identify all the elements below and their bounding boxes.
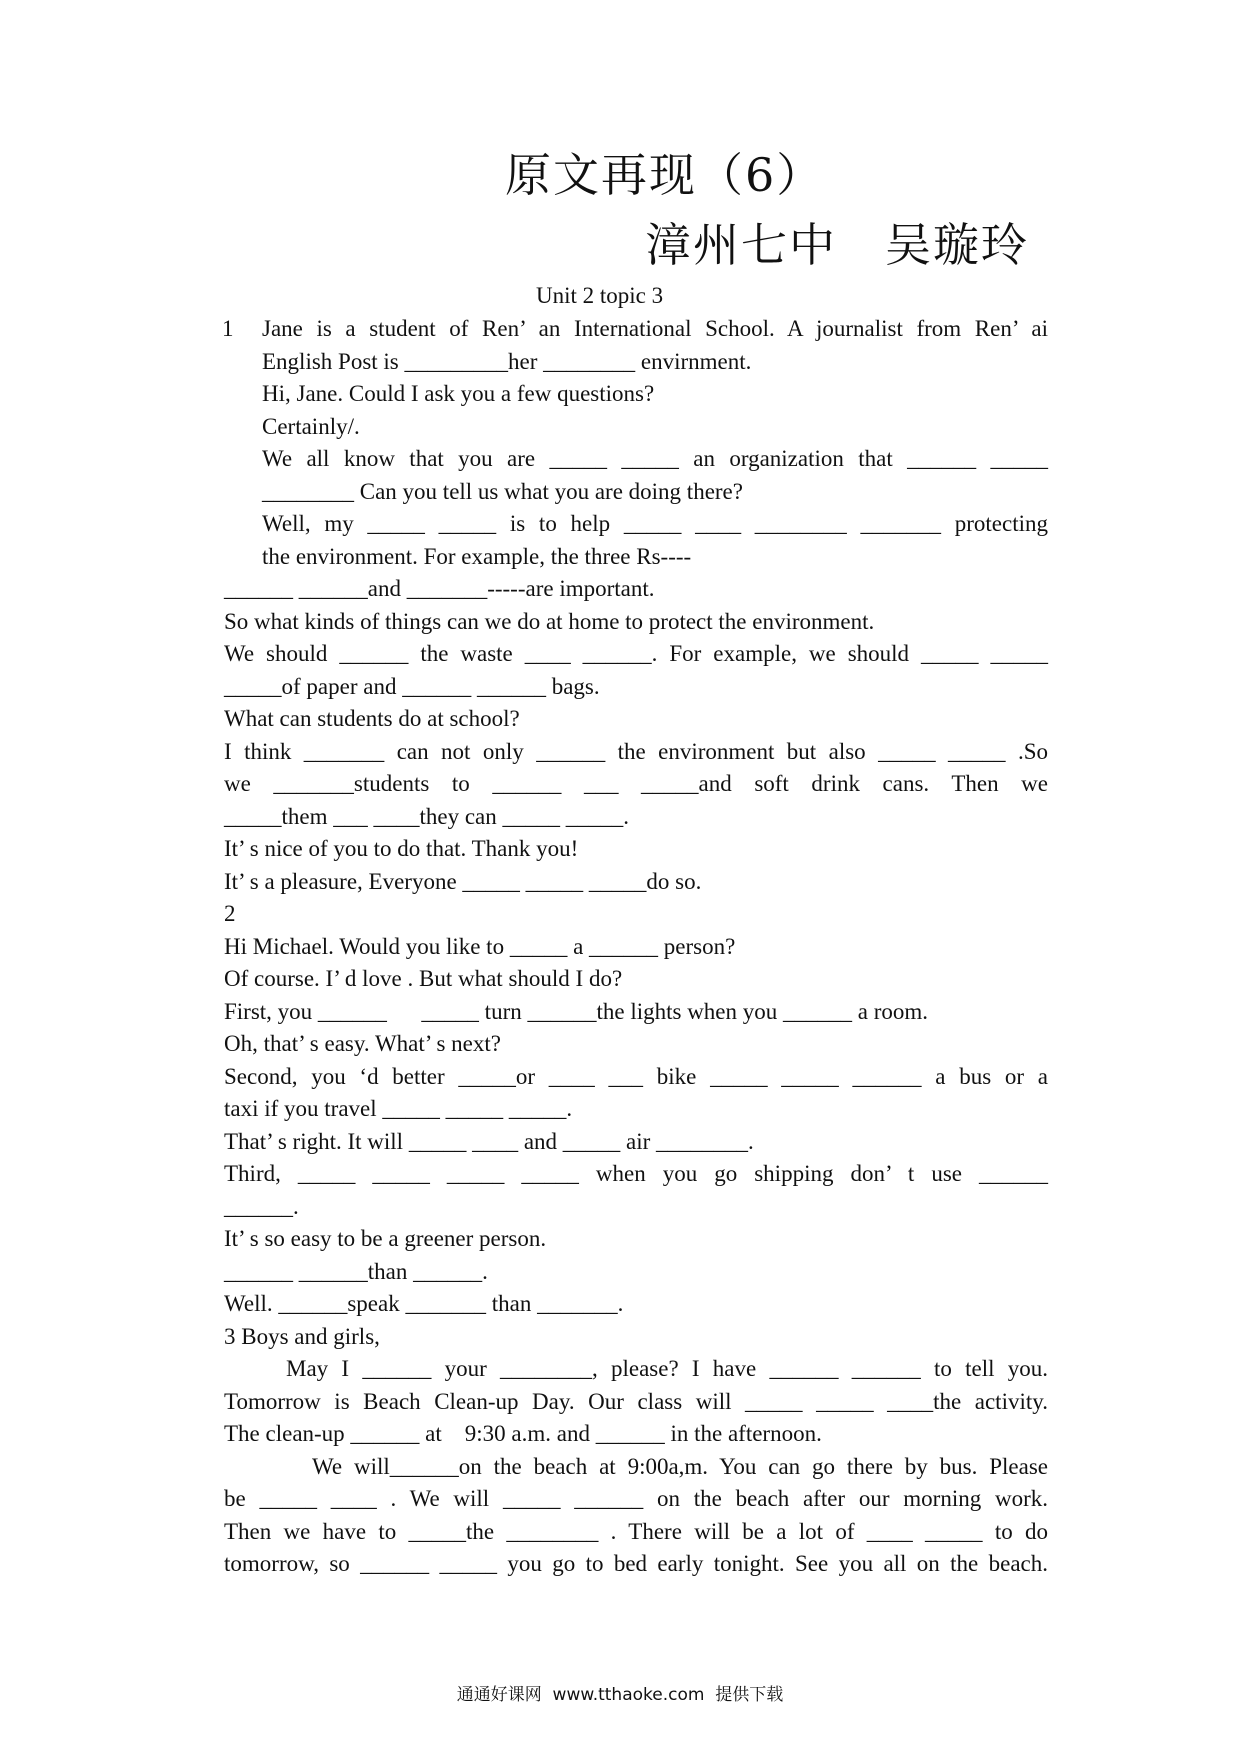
section1-line: the environment. For example, the three Rs---- — [262, 543, 692, 569]
section2-number: 2 — [224, 901, 236, 926]
author-line: 漳州七中 吴璇玲 — [645, 218, 1029, 272]
section1-line: Well, my _____ _____ is to help _____ ____ ________ _______ protecting — [262, 511, 1048, 536]
section2-line: Of course. I’ d love . But what should I do? — [224, 966, 623, 991]
section3-line: be _____ ____ . We will _____ ______ on the beach after our morning work. — [224, 1486, 1048, 1511]
section3-heading: 3 Boys and girls, — [224, 1323, 380, 1349]
section3-line: tomorrow, so ______ _____ you go to bed early tonight. See you all on the beach. — [224, 1551, 1048, 1576]
section1-line: Hi, Jane. Could I ask you a few questions? — [262, 381, 655, 406]
section1-line: Certainly/. — [262, 413, 360, 439]
section2-line: First, you ______ _____ turn ______the lights when you ______ a room. — [224, 998, 929, 1024]
section1-line: I think _______ can not only ______ the environment but also _____ _____ .So — [224, 738, 1048, 764]
section1-line: we _______students to ______ ___ _____and soft drink cans. Then we — [224, 771, 1048, 796]
section2-line: ______. — [224, 1193, 299, 1219]
section1-number: 1 — [222, 316, 234, 341]
section3-line: Then we have to _____the ________ . There will be a lot of ____ _____ to do — [224, 1518, 1048, 1544]
section1-line: _____them ___ ____they can _____ _____. — [224, 803, 630, 829]
section1-line: We all know that you are _____ _____ an organization that ______ _____ — [262, 446, 1048, 471]
section1-line: ______ ______and _______-----are important. — [224, 576, 655, 601]
section2-line: ______ ______than ______. — [224, 1258, 488, 1284]
section1-line: It’ s a pleasure, Everyone _____ _____ _____do so. — [224, 868, 702, 894]
section2-line: Hi Michael. Would you like to _____ a ______ person? — [224, 933, 736, 959]
worksheet-body — [224, 313, 1048, 1581]
section1-line: So what kinds of things can we do at home to protect the environment. — [224, 608, 875, 634]
page-title: 原文再现（6） — [505, 148, 825, 202]
unit-subtitle: Unit 2 topic 3 — [536, 283, 664, 308]
section2-line: Third, _____ _____ _____ _____ when you go shipping don’ t use ______ — [224, 1161, 1048, 1186]
section3-line: May I ______ your ________, please? I have ______ ______ to tell you. — [286, 1356, 1048, 1381]
section2-line: Second, you ‘d better _____or ____ ___ bike _____ _____ ______ a bus or a — [224, 1063, 1048, 1089]
section1-line: It’ s nice of you to do that. Thank you! — [224, 836, 579, 861]
section1-line: What can students do at school? — [224, 706, 520, 731]
section3-line: Tomorrow is Beach Clean-up Day. Our class will _____ _____ ____the activity. — [224, 1388, 1048, 1414]
footer-credit: 通通好课网 www.tthaoke.com 提供下载 — [456, 1685, 784, 1705]
section2-line: It’ s so easy to be a greener person. — [224, 1226, 547, 1251]
section2-line: taxi if you travel _____ _____ _____. — [224, 1096, 573, 1121]
section1-line: 1 Jane is a student of Ren’ an International School. A journalist from Ren’ ai — [224, 313, 1048, 346]
section2-line: Well. ______speak _______ than _______. — [224, 1291, 624, 1316]
section1-line: English Post is _________her ________ envirnment. — [262, 348, 752, 374]
section1-line: _____of paper and ______ ______ bags. — [224, 673, 600, 699]
section3-line: The clean-up ______ at 9:30 a.m. and ______ in the afternoon. — [224, 1421, 822, 1446]
section2-line: Oh, that’ s easy. What’ s next? — [224, 1031, 501, 1056]
section2-line: That’ s right. It will _____ ____ and _____ air ________. — [224, 1128, 754, 1154]
section1-line: ________ Can you tell us what you are doing there? — [262, 478, 743, 504]
section1-line: We should ______ the waste ____ ______. For example, we should _____ _____ — [224, 641, 1048, 666]
section3-line: We will______on the beach at 9:00a,m. You can go there by bus. Please — [312, 1453, 1048, 1479]
